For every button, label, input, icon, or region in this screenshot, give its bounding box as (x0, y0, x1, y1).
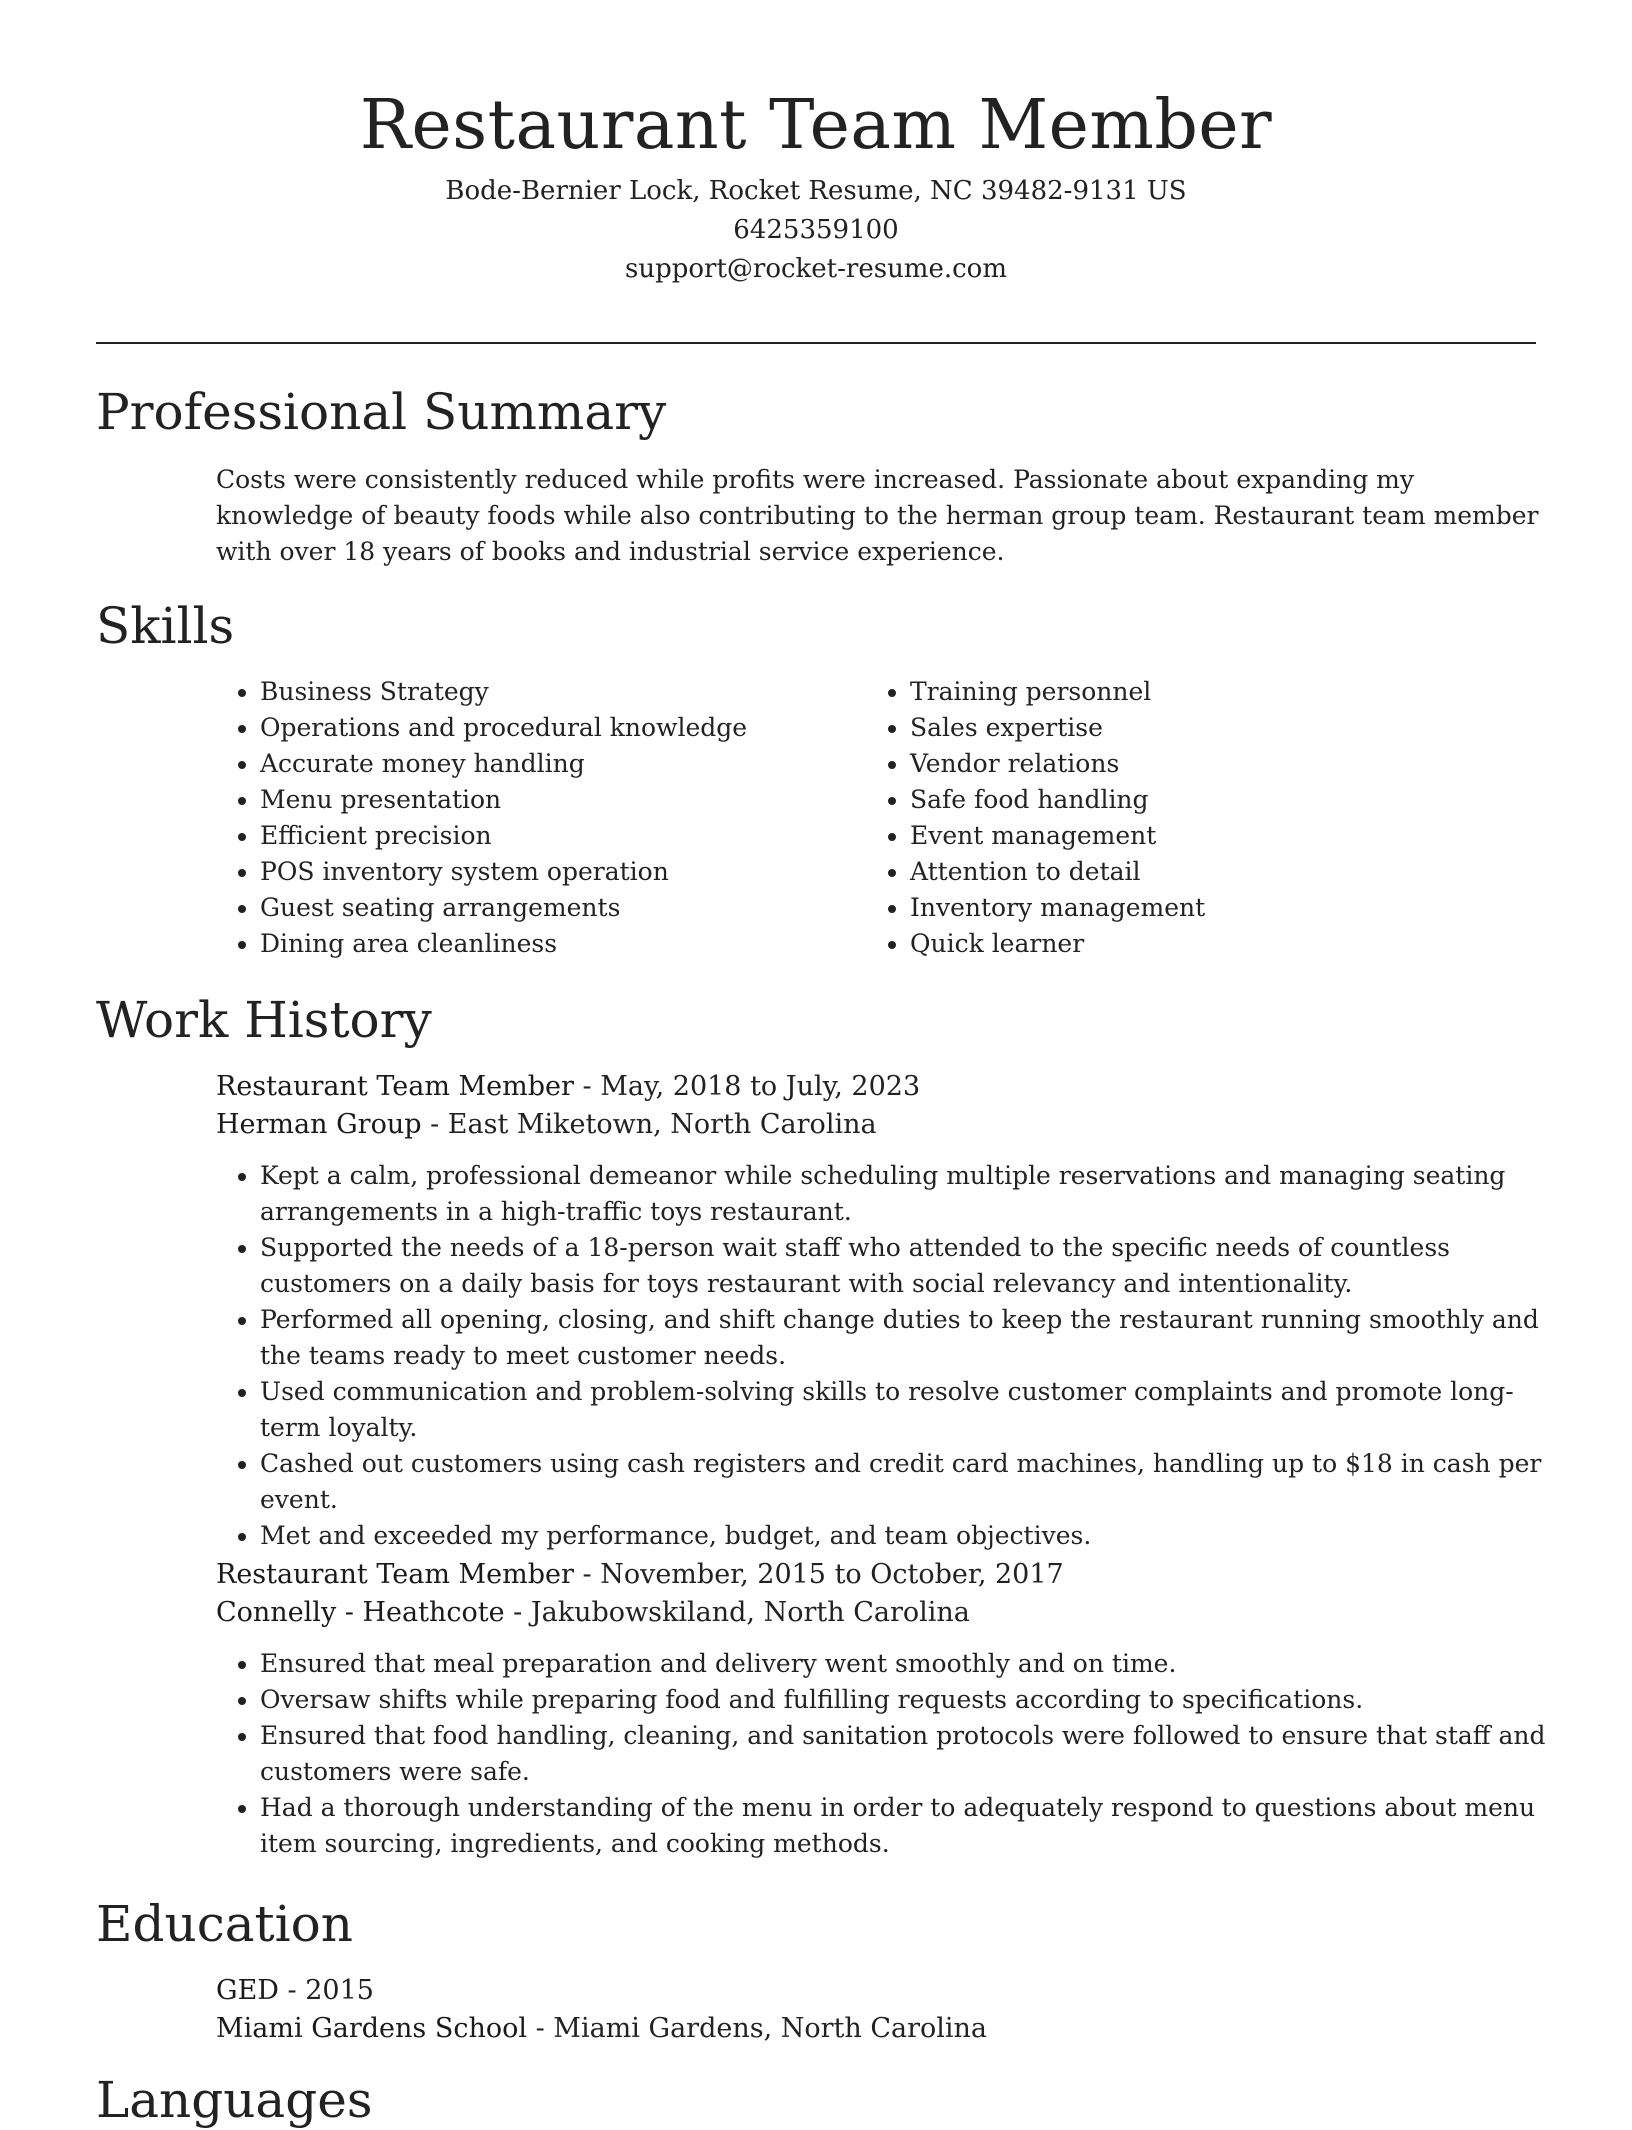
skills-column-right (866, 674, 1516, 962)
duty-item: • Cashed out customers using cash registers and credit card machines, handling up to $18 in cash per event. (260, 1446, 1546, 1518)
skill-item: • Attention to detail (910, 854, 1516, 890)
skill-item: • Efficient precision (260, 818, 866, 854)
job-location: - Jakubowskiland, North Carolina (504, 1597, 970, 1628)
header-divider (96, 342, 1536, 344)
skill-item: • Menu presentation (260, 782, 866, 818)
skill-item: • Sales expertise (910, 710, 1516, 746)
job-entry (216, 1556, 1546, 1862)
school-location: - Miami Gardens, North Carolina (527, 2013, 988, 2044)
job-duties (216, 1646, 1546, 1862)
skill-item: • Accurate money handling (260, 746, 866, 782)
skill-item: • Operations and procedural knowledge (260, 710, 866, 746)
job-role: Restaurant Team Member (216, 1071, 574, 1102)
job-role: Restaurant Team Member (216, 1559, 574, 1590)
job-title-line (216, 1556, 1546, 1594)
duty-item: • Kept a calm, professional demeanor while scheduling multiple reservations and managing seating arrangements in a high-traffic toys restaurant. (260, 1158, 1546, 1230)
skill-item: • Vendor relations (910, 746, 1516, 782)
job-location: - East Miketown, North Carolina (421, 1109, 877, 1140)
duty-item: • Met and exceeded my performance, budget, and team objectives. (260, 1518, 1546, 1554)
candidate-title: Restaurant Team Member (359, 86, 1273, 165)
skill-item: • POS inventory system operation (260, 854, 866, 890)
job-title-line (216, 1068, 1546, 1106)
skills-column-left (216, 674, 866, 962)
degree: GED (216, 1975, 279, 2006)
job-company-line (216, 1106, 1546, 1144)
education-heading: Education (96, 1895, 353, 1953)
job-dates: - November, 2015 to October, 2017 (573, 1559, 1064, 1590)
school-name: Miami Gardens School (216, 2013, 528, 2044)
skill-item: • Quick learner (910, 926, 1516, 962)
education-entry (216, 1972, 1546, 2048)
job-company-line (216, 1594, 1546, 1632)
school-line (216, 2010, 1546, 2048)
summary-heading: Professional Summary (96, 383, 667, 441)
duty-item: • Ensured that meal preparation and delivery went smoothly and on time. (260, 1646, 1546, 1682)
email: support@rocket-resume.com (624, 254, 1007, 284)
skill-item: • Dining area cleanliness (260, 926, 866, 962)
duty-item: • Used communication and problem-solving skills to resolve customer complaints and promote long-term loyalty. (260, 1374, 1546, 1446)
languages-heading: Languages (96, 2071, 373, 2129)
skill-item: • Safe food handling (910, 782, 1516, 818)
skills-heading: Skills (96, 597, 235, 655)
skills-list (216, 674, 1536, 962)
duty-item: • Performed all opening, closing, and shift change duties to keep the restaurant running smoothly and the teams ready to meet customer needs. (260, 1302, 1546, 1374)
job-duties (216, 1158, 1546, 1554)
duty-item: • Supported the needs of a 18-person wait staff who attended to the specific needs of countless customers on a daily basis for toys restaurant with social relevancy and intentionality. (260, 1230, 1546, 1302)
job-entry (216, 1068, 1546, 1554)
degree-line (216, 1972, 1546, 2010)
skill-item: • Event management (910, 818, 1516, 854)
graduation-year: - 2015 (278, 1975, 374, 2006)
duty-item: • Ensured that food handling, cleaning, and sanitation protocols were followed to ensure that staff and customers were safe. (260, 1718, 1546, 1790)
job-company: Herman Group (216, 1109, 422, 1140)
summary-text: Costs were consistently reduced while profits were increased. Passionate about expanding my knowledge of beauty foods while also contributing to the herman group team. Restaurant team member with over 18 years of books and industrial service experience. (216, 465, 1539, 566)
phone: 6425359100 (733, 215, 899, 245)
address: Bode-Bernier Lock, Rocket Resume, NC 39482-9131 US (445, 176, 1187, 206)
duty-item: • Had a thorough understanding of the menu in order to adequately respond to questions about menu item sourcing, ingredients, and cooking methods. (260, 1790, 1546, 1862)
resume-header (96, 80, 1536, 289)
skill-item: • Training personnel (910, 674, 1516, 710)
skill-item: • Guest seating arrangements (260, 890, 866, 926)
skill-item: • Business Strategy (260, 674, 866, 710)
job-company: Connelly - Heathcote (216, 1597, 505, 1628)
job-dates: - May, 2018 to July, 2023 (573, 1071, 921, 1102)
duty-item: • Oversaw shifts while preparing food and fulfilling requests according to specifications. (260, 1682, 1546, 1718)
skill-item: • Inventory management (910, 890, 1516, 926)
work-history-heading: Work History (96, 991, 432, 1049)
